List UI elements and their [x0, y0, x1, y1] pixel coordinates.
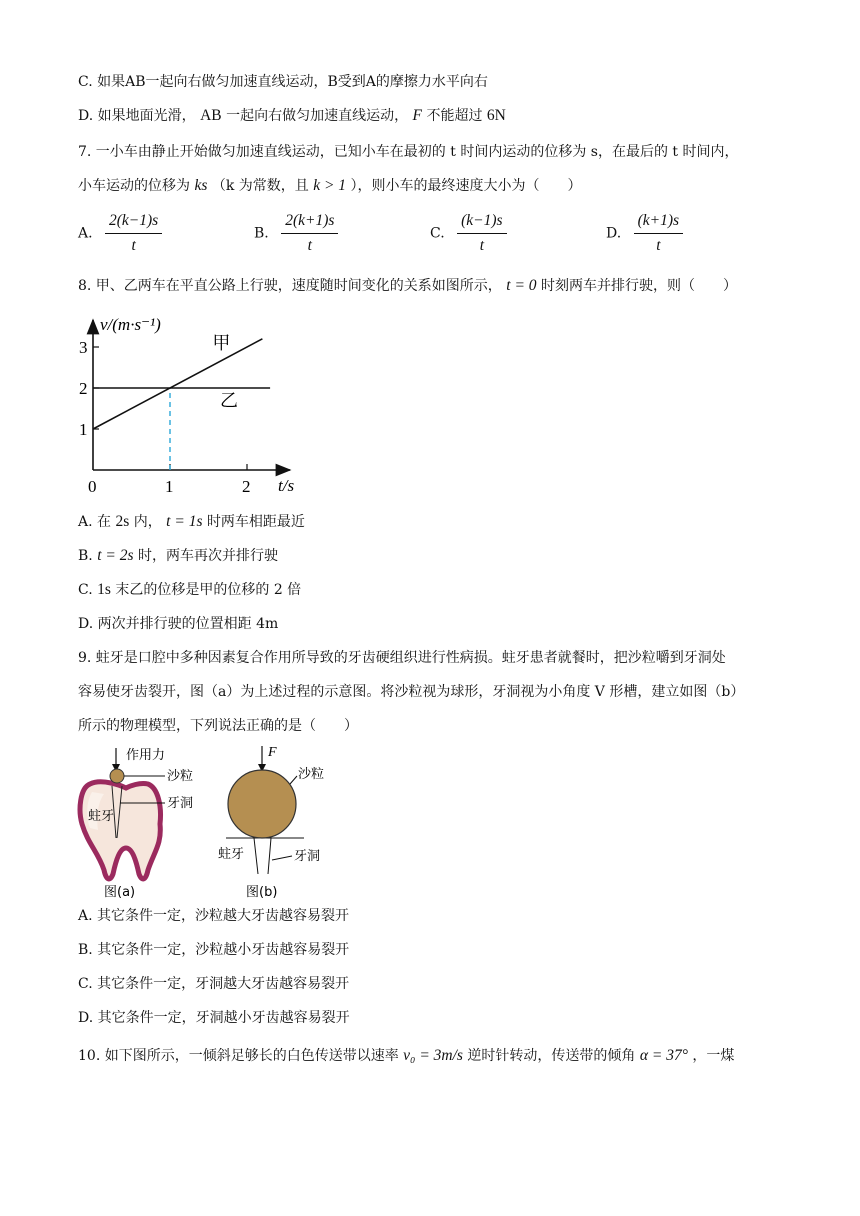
fraction: $\frac{(k+1)s}{t}$ [634, 212, 683, 255]
q7-stem-line2: 小车运动的位移为 ks （k 为常数，且 k > 1 ），则小车的最终速度大小为（ ） [78, 177, 582, 194]
q10-stem: 10. 如下图所示，一倾斜足够长的白色传送带以速率 v₀ = 3m/s 逆时针转动，传送带的倾角 α = 37° ，一煤 [78, 1047, 735, 1064]
q8-option-d: D. 两次并排行驶的位置相距 4m [78, 616, 279, 632]
series-label-jia: 甲 [212, 333, 231, 354]
fraction: $\frac{(k-1)s}{t}$ [457, 212, 506, 255]
q8-option-a: A. 在 2s 内， t = 1s 时两车相距最近 [78, 513, 305, 530]
q7-option-a: A. $\frac{2(k-1)s}{t}$ [78, 212, 162, 255]
y-tick-label: 3 [79, 338, 88, 357]
origin-label: 0 [88, 477, 97, 496]
q7-option-d: D. $\frac{(k+1)s}{t}$ [606, 212, 683, 255]
svg-text:作用力: 作用力 [126, 748, 166, 763]
q6-option-d: D. 如果地面光滑， AB 一起向右做匀加速直线运动， F 不能超过 6N [78, 107, 506, 124]
q8-stem: 8. 甲、乙两车在平直公路上行驶，速度随时间变化的关系如图所示， t = 0 时刻两车并排行驶，则（ ） [78, 277, 737, 294]
x-tick-label: 2 [242, 477, 251, 496]
q8-option-c: C. 1s 末乙的位移是甲的位移的 2 倍 [78, 581, 302, 598]
svg-text:牙洞: 牙洞 [294, 849, 321, 864]
series-label-yi: 乙 [220, 390, 239, 411]
svg-text:沙粒: 沙粒 [298, 767, 325, 782]
svg-text:蛀牙: 蛀牙 [88, 809, 115, 824]
y-tick-label: 2 [79, 379, 88, 398]
x-axis-label: t/s [278, 476, 295, 495]
q9-stem-line3: 所示的物理模型，下列说法正确的是（ ） [78, 718, 358, 734]
q9-stem-line2: 容易使牙齿裂开，图（a）为上述过程的示意图。将沙粒视为球形，牙洞视为小角度 V 形槽，建立如图（b） [78, 684, 745, 700]
q9-stem-line1: 9. 蛀牙是口腔中多种因素复合作用所导致的牙齿硬组织进行性病损。蛀牙患者就餐时，把沙粒嚼到牙洞处 [78, 650, 726, 666]
q9-option-c: C. 其它条件一定，牙洞越大牙齿越容易裂开 [78, 976, 350, 992]
svg-text:牙洞: 牙洞 [167, 796, 194, 811]
series-line-0 [93, 339, 262, 429]
q9-option-d: D. 其它条件一定，牙洞越小牙齿越容易裂开 [78, 1010, 350, 1026]
y-axis-label: v/(m·s⁻¹) [100, 315, 161, 334]
tooth-figure-a [70, 740, 210, 900]
vt-chart [60, 306, 320, 502]
fraction: $\frac{2(k-1)s}{t}$ [105, 212, 162, 255]
q9-option-a: A. 其它条件一定，沙粒越大牙齿越容易裂开 [78, 908, 350, 924]
svg-text:沙粒: 沙粒 [167, 769, 194, 784]
svg-text:图(a): 图(a) [104, 885, 136, 900]
sand-model-figure-b [210, 740, 350, 900]
svg-text:F: F [268, 745, 277, 760]
q8-option-b: B. t = 2s 时，两车再次并排行驶 [78, 547, 278, 564]
q7-option-c: C. $\frac{(k-1)s}{t}$ [430, 212, 507, 255]
sand-grain [110, 769, 124, 783]
q7-stem-line1: 7. 一小车由静止开始做匀加速直线运动，已知小车在最初的 t 时间内运动的位移为 s，在最后的 t 时间内， [78, 144, 739, 160]
q9-option-b: B. 其它条件一定，沙粒越小牙齿越容易裂开 [78, 942, 350, 958]
y-tick-label: 1 [79, 420, 88, 439]
sand-grain [228, 770, 296, 838]
svg-text:蛀牙: 蛀牙 [218, 847, 245, 862]
q7-option-b: B. $\frac{2(k+1)s}{t}$ [254, 212, 338, 255]
q6-option-c: C. 如果AB一起向右做匀加速直线运动，B受到A的摩擦力水平向右 [78, 74, 488, 90]
svg-text:图(b): 图(b) [246, 885, 278, 900]
fraction: $\frac{2(k+1)s}{t}$ [281, 212, 338, 255]
x-tick-label: 1 [165, 477, 174, 496]
